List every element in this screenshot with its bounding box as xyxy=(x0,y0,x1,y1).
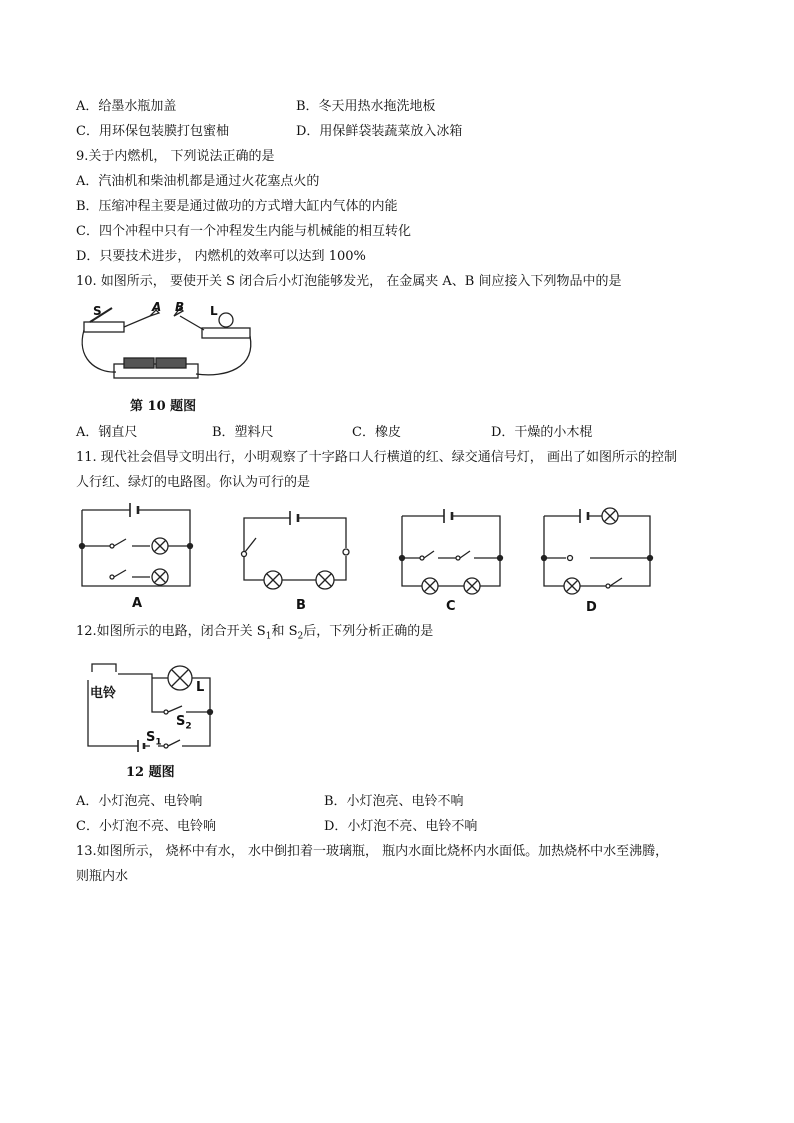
q12-option-a: A．小灯泡亮、电铃响 xyxy=(76,794,203,809)
q11-label-a: A xyxy=(132,596,143,611)
q11-circuit-d xyxy=(540,506,656,596)
q10-figure-caption: 第 10 题图 xyxy=(130,399,197,414)
q12-stem-sub1: 1 xyxy=(265,631,272,642)
q12-label-s1 xyxy=(146,730,162,748)
bulb-icon xyxy=(219,313,233,327)
q9-stem: 9.关于内燃机， 下列说法正确的是 xyxy=(76,149,275,164)
q8-option-a: A．给墨水瓶加盖 xyxy=(76,99,177,114)
q11-circuit-b xyxy=(240,508,356,592)
q10-label-s: S xyxy=(93,304,102,318)
q13-stem-line2: 则瓶内水 xyxy=(76,869,129,884)
q12-stem-mid: 和 S xyxy=(271,624,298,639)
q12-label-s1-sub: 1 xyxy=(155,737,162,748)
q10-label-l: L xyxy=(210,304,218,318)
q10-label-b: B xyxy=(175,300,185,314)
q10-label-a: A xyxy=(152,300,162,314)
q12-stem xyxy=(76,623,433,646)
q12-label-s1-text: S xyxy=(146,730,156,745)
bell-icon xyxy=(92,664,116,672)
q9-option-b: B．压缩冲程主要是通过做功的方式增大缸内气体的内能 xyxy=(76,199,398,214)
switch-base-icon xyxy=(84,322,124,332)
clip-a-icon xyxy=(124,316,150,327)
q8-option-d: D．用保鲜袋装蔬菜放入冰箱 xyxy=(296,124,463,139)
q12-stem-pre: 12.如图所示的电路，闭合开关 S xyxy=(76,624,266,639)
q11-label-d: D xyxy=(586,600,597,615)
q12-option-d: D．小灯泡不亮、电铃不响 xyxy=(324,819,478,834)
q9-option-c: C．四个冲程中只有一个冲程发生内能与机械能的相互转化 xyxy=(76,224,411,239)
q11-label-c: C xyxy=(446,599,456,614)
q11-stem-line1: 11. 现代社会倡导文明出行，小明观察了十字路口人行横道的红、绿交通信号灯， 画出了如图所示的控制 xyxy=(76,450,677,465)
q11-circuit-c xyxy=(396,506,508,596)
q12-option-c: C．小灯泡不亮、电铃响 xyxy=(76,819,216,834)
q12-stem-sub2: 2 xyxy=(297,631,304,642)
q10-option-d: D．干燥的小木棍 xyxy=(491,425,593,440)
q8-option-c: C．用环保包装膜打包蜜柚 xyxy=(76,124,229,139)
q9-option-d: D．只要技术进步， 内燃机的效率可以达到 100% xyxy=(76,249,366,264)
q12-stem-post: 后，下列分析正确的是 xyxy=(303,624,434,639)
q12-option-b: B．小灯泡亮、电铃不响 xyxy=(324,794,464,809)
q10-option-a: A．钢直尺 xyxy=(76,425,138,440)
q11-circuit-a xyxy=(80,502,198,592)
q10-option-b: B．塑料尺 xyxy=(212,425,274,440)
q8-option-b: B．冬天用热水拖洗地板 xyxy=(296,99,436,114)
q11-stem-line2: 人行红、绿灯的电路图。你认为可行的是 xyxy=(76,475,311,490)
q12-label-s2-text: S xyxy=(176,714,186,729)
q12-label-bell: 电铃 xyxy=(90,686,117,701)
q9-option-a: A．汽油机和柴油机都是通过火花塞点火的 xyxy=(76,174,320,189)
q12-label-l: L xyxy=(196,680,205,695)
q10-figure xyxy=(76,298,256,388)
lamp-base-icon xyxy=(202,328,250,338)
q10-stem: 10. 如图所示， 要使开关 S 闭合后小灯泡能够发光， 在金属夹 A、B 间应接入下列物品中的是 xyxy=(76,274,622,289)
q12-figure-caption: 12 题图 xyxy=(126,765,175,780)
q12-label-s2 xyxy=(176,714,192,732)
q10-option-c: C．橡皮 xyxy=(352,425,401,440)
q13-stem-line1: 13.如图所示， 烧杯中有水， 水中倒扣着一玻璃瓶， 瓶内水面比烧杯内水面低。加热烧杯中水至沸腾， xyxy=(76,844,669,859)
q12-label-s2-sub: 2 xyxy=(185,721,192,732)
q11-label-b: B xyxy=(296,598,306,613)
